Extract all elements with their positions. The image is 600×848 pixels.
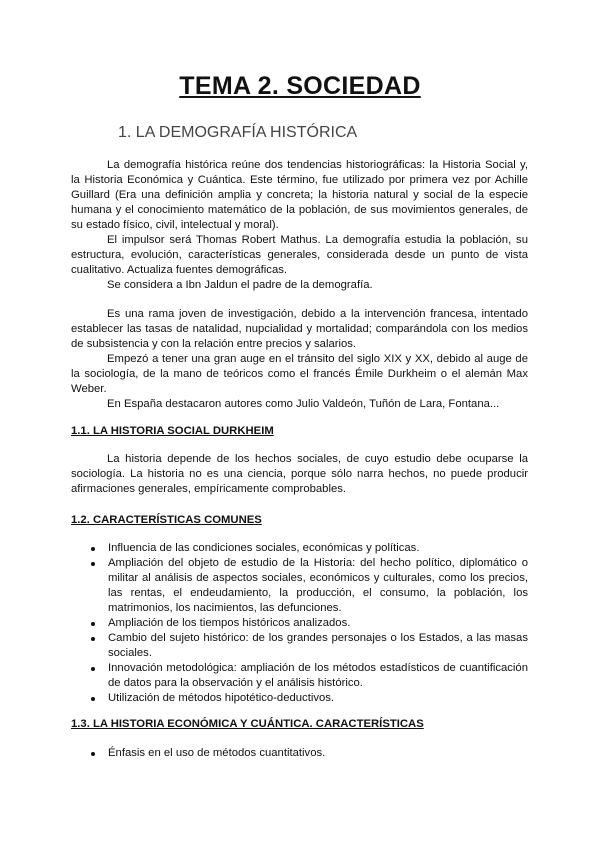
list-item: Utilización de métodos hipotético-deductivos.: [71, 691, 528, 706]
paragraph: Se considera a Ibn Jaldun el padre de la demografía.: [107, 279, 373, 291]
list-item: Cambio del sujeto histórico: de los grandes personajes o los Estados, a las masas sociales.: [71, 631, 528, 661]
section-heading: 1.1. LA HISTORIA SOCIAL DURKHEIM: [71, 425, 274, 437]
bullet-list: [71, 746, 528, 761]
paragraph: En España destacaron autores como Julio Valdeón, Tuñón de Lara, Fontana...: [107, 398, 500, 410]
section-1-2: [71, 513, 528, 706]
list-item: Ampliación del objeto de estudio de la Historia: del hecho político, diplomático o militar al análisis de aspectos sociales, económicos y culturales, como los precios, las rentas, el endeudamiento, la producción, el consumo, la población, los matrimonios, los nacimientos, las defunciones.: [71, 556, 528, 616]
intro2-block: [71, 307, 528, 412]
page-title: TEMA 2. SOCIEDAD: [179, 72, 421, 100]
section-1-3: [71, 717, 528, 761]
paragraph: El impulsor será Thomas Robert Mathus. La demografía estudia la población, su estructura, evolución, características generales, considerada desde un punto de vista cualitativo. Actualiza fuentes demográficas.: [71, 234, 528, 276]
section-heading: 1.2. CARACTERÍSTICAS COMUNES: [71, 514, 262, 526]
paragraph: Es una rama joven de investigación, debido a la intervención francesa, intentado establecer las tasas de natalidad, nupcialidad y mortalidad; comparándola con los medios de subsistencia y con la relación entre precios y salarios.: [71, 308, 528, 350]
list-item: Ampliación de los tiempos históricos analizados.: [71, 616, 528, 631]
intro-block: [71, 158, 528, 293]
list-item: Innovación metodológica: ampliación de los métodos estadísticos de cuantificación de datos para la observación y el análisis histórico.: [71, 661, 528, 691]
section-heading-demografia: 1. LA DEMOGRAFÍA HISTÓRICA: [118, 124, 358, 141]
section-heading: 1.3. LA HISTORIA ECONÓMICA Y CUÁNTICA. CARACTERÍSTICAS: [71, 718, 424, 730]
list-item: Énfasis en el uso de métodos cuantitativos.: [71, 746, 528, 761]
paragraph: La demografía histórica reúne dos tendencias historiográficas: la Historia Social y, la Historia Económica y Cuántica. Este término, fue utilizado por primera vez por Achille Guillard (Era una definición amplia y concreta; la historia natural y social de la especie humana y el conocimiento matemático de la población, de sus movimientos generales, de su estado físico, civil, intelectual y moral).: [71, 159, 528, 231]
bullet-list: [71, 541, 528, 706]
list-item: Influencia de las condiciones sociales, económicas y políticas.: [71, 541, 528, 556]
section-1-1: [71, 424, 528, 497]
paragraph: La historia depende de los hechos sociales, de cuyo estudio debe ocuparse la sociología. La historia no es una ciencia, porque sólo narra hechos, no puede producir afirmaciones generales, empíricamente comprobables.: [71, 453, 528, 495]
paragraph: Empezó a tener una gran auge en el tránsito del siglo XIX y XX, debido al auge de la sociología, de la mano de teóricos como el francés Émile Durkheim o el alemán Max Weber.: [71, 353, 528, 395]
